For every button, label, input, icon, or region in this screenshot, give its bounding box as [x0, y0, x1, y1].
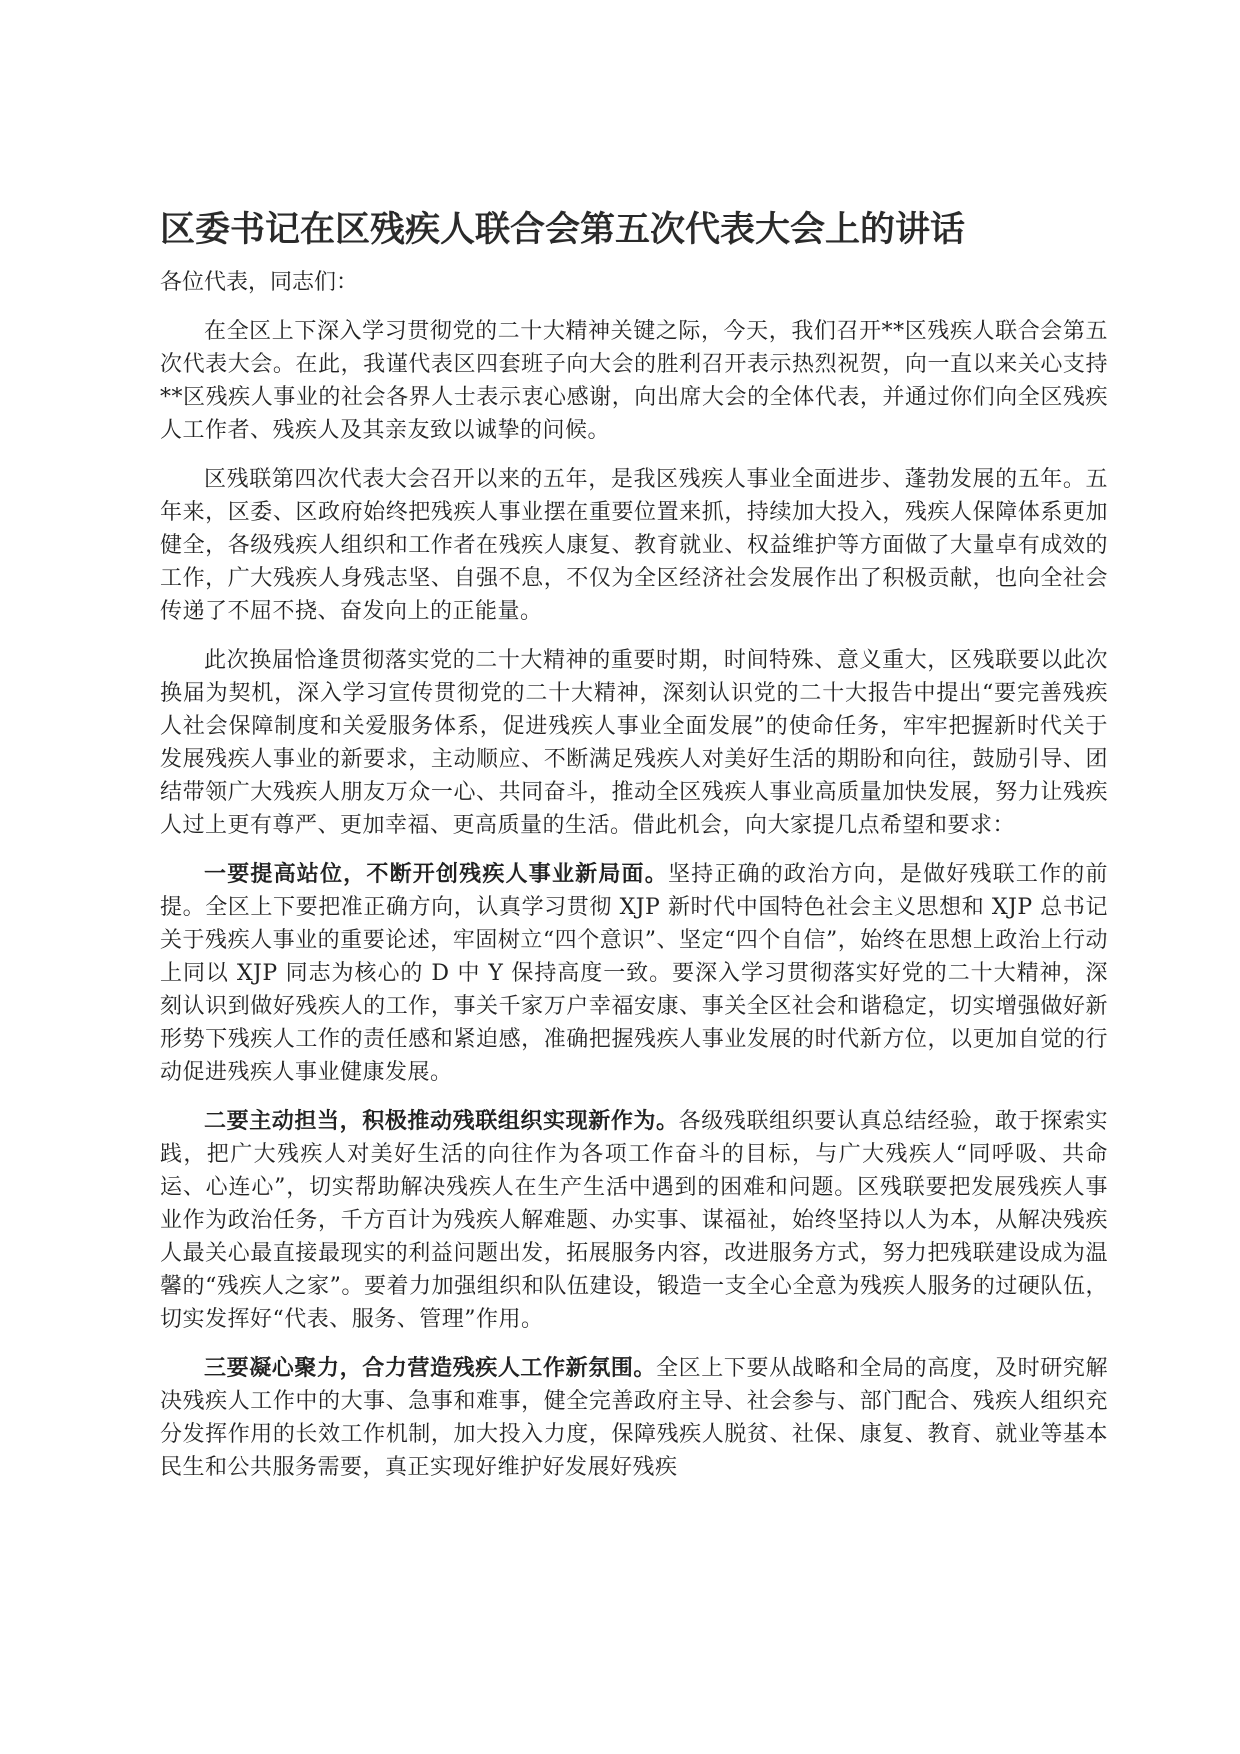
paragraph-lead: 一要提高站位，不断开创残疾人事业新局面。	[204, 861, 668, 887]
paragraph-lead: 三要凝心聚力，合力营造残疾人工作新氛围。	[204, 1355, 657, 1381]
paragraph-5	[160, 1105, 1108, 1336]
paragraph-6	[160, 1352, 1108, 1484]
paragraph-text: 全区上下要从战略和全局的高度，及时研究解决残疾人工作中的大事、急事和难事，健全完善政府主导、社会参与、部门配合、残疾人组织充分发挥作用的长效工作机制，加大投入力度，保障残疾人脱贫、社保、康复、教育、就业等基本民生和公共服务需要，真正实现好维护好发展好残疾	[160, 1356, 1108, 1480]
document-title: 区委书记在区残疾人联合会第五次代表大会上的讲话	[160, 210, 966, 250]
paragraph-text: 坚持正确的政治方向，是做好残联工作的前提。全区上下要把准正确方向，认真学习贯彻 XJP 新时代中国特色社会主义思想和 XJP 总书记关于残疾人事业的重要论述，牢固树立“四个意识”、坚定“四个自信”，始终在思想上政治上行动上同以 XJP 同志为核心的 D 中 Y 保持高度一致。要深入学习贯彻落实好党的二十大精神，深刻认识到做好残疾人的工作，事关千家万户幸福安康、事关全区社会和谐稳定，切实增强做好新形势下残疾人工作的责任感和紧迫感，准确把握残疾人事业发展的时代新方位，以更加自觉的行动促进残疾人事业健康发展。	[160, 862, 1108, 1085]
paragraph-2	[160, 463, 1108, 628]
paragraph-4	[160, 858, 1108, 1089]
paragraph-text: 各级残联组织要认真总结经验，敢于探索实践，把广大残疾人对美好生活的向往作为各项工作奋斗的目标，与广大残疾人“同呼吸、共命运、心连心”，切实帮助解决残疾人在生产生活中遇到的困难和问题。区残联要把发展残疾人事业作为政治任务，千方百计为残疾人解难题、办实事、谋福祉，始终坚持以人为本，从解决残疾人最关心最直接最现实的利益问题出发，拓展服务内容，改进服务方式，努力把残联建设成为温馨的“残疾人之家”。要着力加强组织和队伍建设，锻造一支全心全意为残疾人服务的过硬队伍，切实发挥好“代表、服务、管理”作用。	[160, 1109, 1108, 1332]
paragraph-text: 此次换届恰逢贯彻落实党的二十大精神的重要时期，时间特殊、意义重大，区残联要以此次换届为契机，深入学习宣传贯彻党的二十大精神，深刻认识党的二十大报告中提出“要完善残疾人社会保障制度和关爱服务体系，促进残疾人事业全面发展”的使命任务，牢牢把握新时代关于发展残疾人事业的新要求，主动顺应、不断满足残疾人对美好生活的期盼和向往，鼓励引导、团结带领广大残疾人朋友万众一心、共同奋斗，推动全区残疾人事业高质量加快发展，努力让残疾人过上更有尊严、更加幸福、更高质量的生活。借此机会，向大家提几点希望和要求：	[160, 648, 1108, 838]
paragraph-1	[160, 315, 1108, 447]
paragraph-text: 在全区上下深入学习贯彻党的二十大精神关键之际，今天，我们召开**区残疾人联合会第五次代表大会。在此，我谨代表区四套班子向大会的胜利召开表示热烈祝贺，向一直以来关心支持**区残疾人事业的社会各界人士表示衷心感谢，向出席大会的全体代表，并通过你们向全区残疾人工作者、残疾人及其亲友致以诚挚的问候。	[160, 319, 1108, 443]
document-page	[160, 200, 1108, 1500]
paragraph-3	[160, 644, 1108, 842]
paragraph-lead: 二要主动担当，积极推动残联组织实现新作为。	[204, 1108, 679, 1134]
paragraph-text: 区残联第四次代表大会召开以来的五年，是我区残疾人事业全面进步、蓬勃发展的五年。五年来，区委、区政府始终把残疾人事业摆在重要位置来抓，持续加大投入，残疾人保障体系更加健全，各级残疾人组织和工作者在残疾人康复、教育就业、权益维护等方面做了大量卓有成效的工作，广大残疾人身残志坚、自强不息，不仅为全区经济社会发展作出了积极贡献，也向全社会传递了不屈不挠、奋发向上的正能量。	[160, 467, 1108, 624]
salutation: 各位代表，同志们：	[160, 270, 359, 295]
